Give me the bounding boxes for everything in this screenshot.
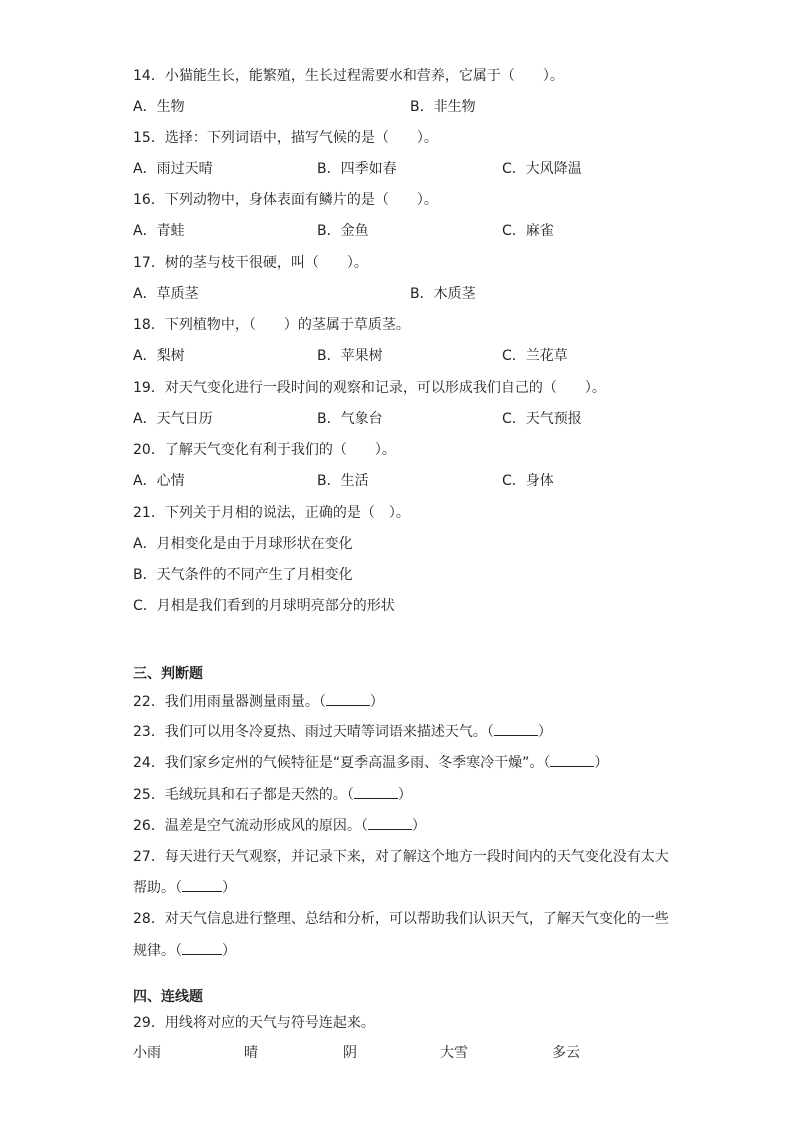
question-19: 19．对天气变化进行一段时间的观察和记录，可以形成我们自己的（ ）。 <box>133 380 606 396</box>
question-21: 21．下列关于月相的说法，正确的是（ ）。 <box>133 505 410 521</box>
q24-close: ） <box>594 755 609 771</box>
q27-answer-blank[interactable] <box>182 877 222 892</box>
q20-option-b: B．生活 <box>317 473 369 489</box>
q16-option-b: B．金鱼 <box>317 223 369 239</box>
q23-text: 23．我们可以用冬冷夏热、雨过天晴等词语来描述天气。（ <box>133 724 494 740</box>
question-14: 14．小猫能生长，能繁殖，生长过程需要水和营养，它属于（ ）。 <box>133 68 564 84</box>
question-17: 17．树的茎与枝干很硬，叫（ ）。 <box>133 255 368 271</box>
question-26 <box>133 815 426 836</box>
q28-answer-blank[interactable] <box>182 940 222 955</box>
q24-text: 24．我们家乡定州的气候特征是“夏季高温多雨、冬季寒冷干燥”。（ <box>133 755 551 771</box>
q22-close: ） <box>369 694 384 710</box>
weather-item-cloudy[interactable]: 多云 <box>552 1045 580 1061</box>
question-28-line2 <box>133 940 236 961</box>
q22-text: 22．我们用雨量器测量雨量。（ <box>133 694 326 710</box>
q23-answer-blank[interactable] <box>494 721 538 736</box>
q27-close: ） <box>222 880 236 896</box>
q23-close: ） <box>537 724 552 740</box>
q20-option-a: A．心情 <box>133 473 185 489</box>
q19-option-c: C．天气预报 <box>502 411 582 427</box>
q19-option-a: A．天气日历 <box>133 411 213 427</box>
section-matching-title: 四、连线题 <box>133 989 203 1005</box>
question-28-line1: 28．对天气信息进行整理、总结和分析，可以帮助我们认识天气，了解天气变化的一些 <box>133 911 669 927</box>
question-29: 29．用线将对应的天气与符号连起来。 <box>133 1015 375 1031</box>
q26-text: 26．温差是空气流动形成风的原因。（ <box>133 818 368 834</box>
q21-option-c: C．月相是我们看到的月球明亮部分的形状 <box>133 598 395 614</box>
question-16: 16．下列动物中，身体表面有鳞片的是（ ）。 <box>133 192 438 208</box>
q24-answer-blank[interactable] <box>550 752 594 767</box>
q17-option-b: B．木质茎 <box>410 286 476 302</box>
q18-option-c: C．兰花草 <box>502 348 568 364</box>
q14-option-a: A．生物 <box>133 99 185 115</box>
weather-item-light-rain[interactable]: 小雨 <box>133 1045 161 1061</box>
q26-answer-blank[interactable] <box>368 815 412 830</box>
section-judgement-title: 三、判断题 <box>133 666 203 682</box>
q21-option-b: B．天气条件的不同产生了月相变化 <box>133 567 353 583</box>
q14-option-b: B．非生物 <box>410 99 476 115</box>
question-18: 18．下列植物中，（ ）的茎属于草质茎。 <box>133 317 410 333</box>
q15-option-c: C．大风降温 <box>502 161 582 177</box>
question-22 <box>133 691 384 712</box>
question-27-line2 <box>133 877 236 898</box>
weather-item-sunny[interactable]: 晴 <box>244 1045 258 1061</box>
q20-option-c: C．身体 <box>502 473 554 489</box>
q25-close: ） <box>397 787 412 803</box>
q28-text: 规律。（ <box>133 943 182 959</box>
q21-option-a: A．月相变化是由于月球形状在变化 <box>133 536 353 552</box>
q16-option-a: A．青蛙 <box>133 223 185 239</box>
question-23 <box>133 721 552 742</box>
q18-option-a: A．梨树 <box>133 348 185 364</box>
q25-answer-blank[interactable] <box>354 784 398 799</box>
q22-answer-blank[interactable] <box>326 691 370 706</box>
q17-option-a: A．草质茎 <box>133 286 199 302</box>
question-27-line1: 27．每天进行天气观察，并记录下来，对了解这个地方一段时间内的天气变化没有太大 <box>133 849 669 865</box>
q19-option-b: B．气象台 <box>317 411 383 427</box>
q18-option-b: B．苹果树 <box>317 348 383 364</box>
q27-text: 帮助。（ <box>133 880 182 896</box>
weather-item-heavy-snow[interactable]: 大雪 <box>440 1045 468 1061</box>
weather-item-overcast[interactable]: 阴 <box>343 1045 357 1061</box>
q15-option-a: A．雨过天晴 <box>133 161 213 177</box>
q26-close: ） <box>411 818 426 834</box>
q15-option-b: B．四季如春 <box>317 161 397 177</box>
q16-option-c: C．麻雀 <box>502 223 554 239</box>
q28-close: ） <box>222 943 236 959</box>
question-15: 15．选择：下列词语中，描写气候的是（ ）。 <box>133 130 438 146</box>
question-25 <box>133 784 412 805</box>
question-20: 20．了解天气变化有利于我们的（ ）。 <box>133 442 396 458</box>
q25-text: 25．毛绒玩具和石子都是天然的。（ <box>133 787 354 803</box>
question-24 <box>133 752 608 773</box>
